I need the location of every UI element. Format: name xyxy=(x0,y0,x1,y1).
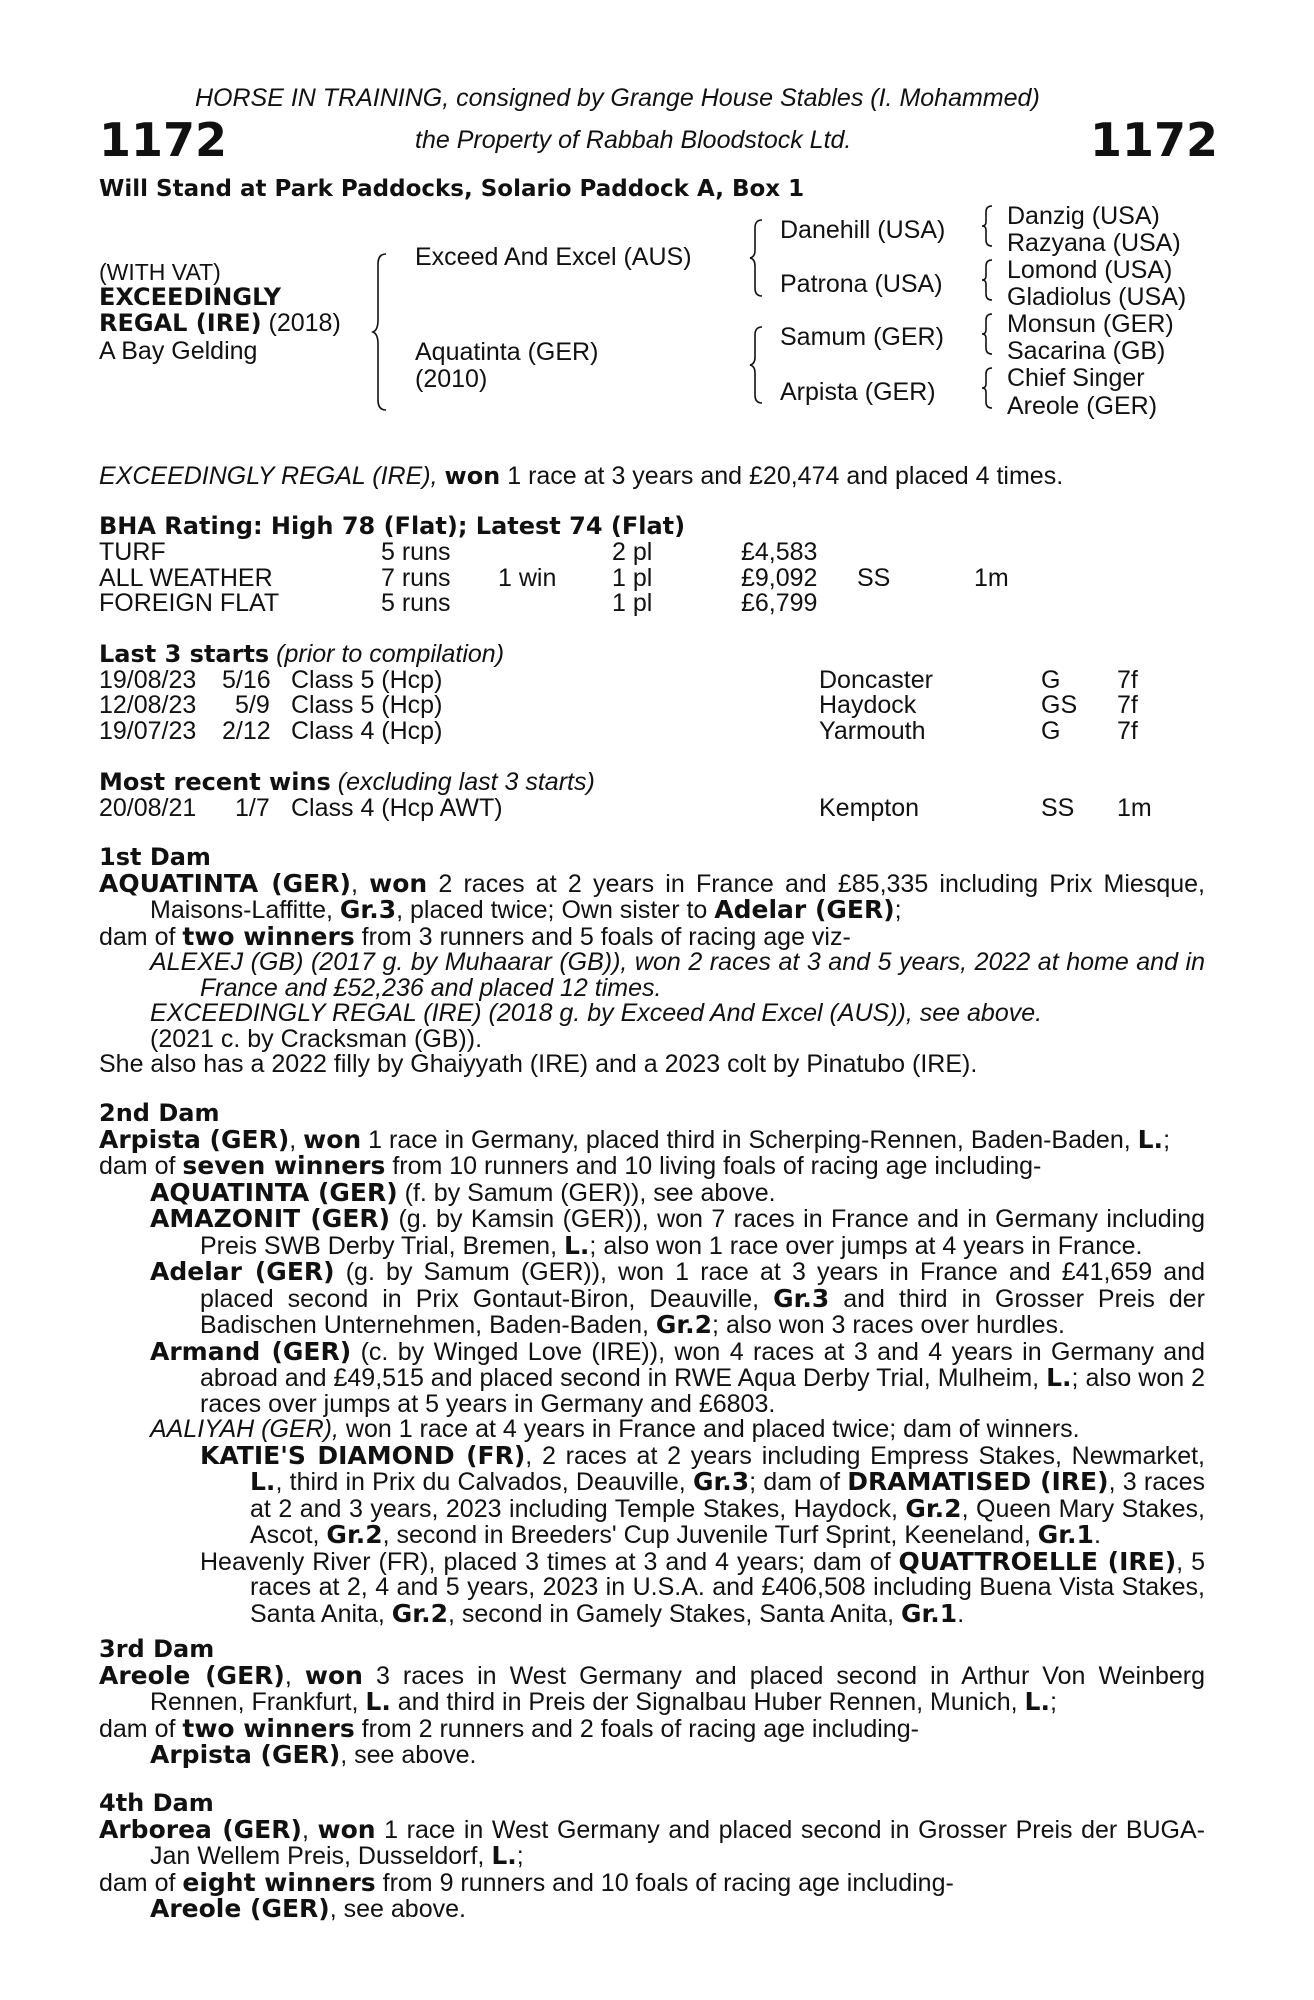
third-dam-listed-1: L. xyxy=(365,1687,391,1716)
aquatinta-name: AQUATINTA (GER) xyxy=(150,1177,398,1207)
first-dam-section xyxy=(99,845,1205,1078)
pedigree-brace-g3-4 xyxy=(980,367,996,409)
summary-name: EXCEEDINGLY REGAL (IRE), xyxy=(99,462,438,490)
adelar-text-1: (g. by Samum (GER)), won 1 race at 3 years in France and £41,659 and placed second in Prix Gontaut-Biron, Deauville, xyxy=(200,1258,1205,1313)
third-dam-listed-2: L. xyxy=(1024,1687,1050,1716)
hr-text-2: , 5 races at 2, 4 and 5 years, 2023 in U.S.A. and £406,508 including Buena Vista Stakes, Santa Anita, xyxy=(250,1547,1206,1628)
third-dam-text-3: ; xyxy=(1049,1688,1057,1716)
pedigree-brace-g3-3 xyxy=(980,313,996,355)
fourth-dam-foal xyxy=(99,1896,1205,1923)
amazonit-text-2: ; also won 1 race over jumps at 4 years in France. xyxy=(589,1231,1143,1260)
third-dam-name: Areole (GER) xyxy=(99,1660,285,1690)
first-dam-produce xyxy=(99,921,1205,951)
pedigree-g3-1: Razyana (USA) xyxy=(1007,229,1181,257)
third-dam-text-1: 3 races in West Germany and placed second in Arthur Von Weinberg Rennen, Frankfurt, xyxy=(150,1661,1205,1716)
third-dam-heading: 3rd Dam xyxy=(99,1635,215,1663)
first-dam-damof: dam of xyxy=(99,922,183,951)
fourth-dam-produce xyxy=(99,1867,1205,1897)
start-going-0: G xyxy=(1041,666,1061,694)
horse-name-line1: EXCEEDINGLY xyxy=(99,283,282,311)
recent-wins-heading xyxy=(99,770,595,796)
start-dist-0: 7f xyxy=(1117,666,1138,694)
aaliyah-foal-katies-diamond xyxy=(99,1440,1206,1549)
fourth-dam-name: Arborea (GER) xyxy=(99,1814,302,1844)
recent-wins-note: (excluding last 3 starts) xyxy=(337,768,595,796)
first-dam-text-2: , placed twice; Own sister to xyxy=(396,896,715,924)
third-dam-winners: two winners xyxy=(182,1713,355,1743)
summary-rest: 1 race at 3 years and £20,474 and placed 4 times. xyxy=(507,462,1064,490)
vat-label: (WITH VAT) xyxy=(99,259,221,285)
fourth-dam-foal-name: Areole (GER) xyxy=(150,1894,330,1923)
rating-surface-2: FOREIGN FLAT xyxy=(99,589,280,617)
aaliyah-foal-heavenly-river xyxy=(99,1546,1206,1628)
third-dam-text-2: and third in Preis der Signalbau Huber Rennen, Munich, xyxy=(390,1688,1025,1716)
third-dam-section xyxy=(99,1637,1205,1769)
pedigree-sire-dam: Patrona (USA) xyxy=(780,270,943,298)
pedigree-g3-5: Sacarina (GB) xyxy=(1007,337,1166,365)
second-dam-text-2: ; xyxy=(1163,1125,1171,1154)
amazonit-text-1: (g. by Kamsin (GER)), won 7 races in France and in Germany including Preis SWB Derby Trial, Bremen, xyxy=(200,1205,1206,1260)
first-dam-foal-2 xyxy=(99,1001,1205,1027)
recent-wins-title: Most recent wins xyxy=(99,768,331,796)
rating-prize-1: £9,092 xyxy=(741,564,818,592)
second-dam-foal-amazonit xyxy=(99,1206,1205,1259)
first-dam-sister: Adelar (GER) xyxy=(714,895,895,924)
armand-text-1: (c. by Winged Love (IRE)), won 4 races at 3 and 4 years in Germany and abroad and £49,515 and placed second in RWE Aqua Derby Trial, Mulheim, xyxy=(200,1337,1205,1392)
kd-text-4: , 3 races at 2 and 3 years, 2023 including Temple Stakes, Haydock, xyxy=(250,1468,1206,1523)
pedigree-g3-2: Lomond (USA) xyxy=(1007,256,1173,284)
second-dam-record: Arpista (GER), won 1 race in Germany, placed third in Scherping-Rennen, Baden-Baden, L.; xyxy=(99,1124,1171,1154)
second-dam-foal-armand xyxy=(99,1336,1205,1418)
rating-surface-0: TURF xyxy=(99,538,166,566)
fourth-dam-section xyxy=(99,1791,1205,1923)
second-dam-foals: from 10 runners and 10 living foals of racing age including- xyxy=(385,1152,1042,1180)
hr-grade-2: Gr.1 xyxy=(901,1598,958,1628)
amazonit-listed: L. xyxy=(563,1230,590,1260)
start-dist-2: 7f xyxy=(1117,717,1138,745)
pedigree-brace-main xyxy=(372,252,392,412)
armand-name: Armand (GER) xyxy=(150,1336,352,1366)
start-dist-1: 7f xyxy=(1117,691,1138,719)
first-dam-record: AQUATINTA (GER), won 2 races at 2 years in France and £85,335 including Prix Miesque, Maisons-Laffitte, Gr.3, placed twice; Own sister to Adelar (GER); xyxy=(99,868,1205,924)
second-dam-section xyxy=(99,1101,1205,1627)
pedigree-brace-sire xyxy=(748,218,768,298)
first-dam-text-3: ; xyxy=(894,896,902,924)
amazonit-name: AMAZONIT (GER) xyxy=(150,1204,391,1233)
win-course-0: Kempton xyxy=(819,794,920,822)
first-dam-won: won xyxy=(369,868,428,898)
pedigree-sire-sire: Danehill (USA) xyxy=(780,216,946,244)
fourth-dam-foals: from 9 runners and 10 foals of racing age including- xyxy=(375,1868,954,1897)
third-dam-foal-name: Arpista (GER) xyxy=(150,1740,341,1769)
kd-text-7: . xyxy=(1093,1521,1101,1549)
horse-name-text: REGAL (IRE) xyxy=(99,309,262,337)
race-summary xyxy=(99,464,1063,490)
adelar-grade-2: Gr.2 xyxy=(655,1310,713,1339)
start-date-0: 19/08/23 xyxy=(99,666,197,694)
win-class-0: Class 4 (Hcp AWT) xyxy=(291,794,503,822)
rating-placed-1: 1 pl xyxy=(612,564,653,592)
second-dam-produce xyxy=(99,1153,1205,1180)
last-starts-note: (prior to compilation) xyxy=(276,640,505,668)
pedigree-dam: Aquatinta (GER) xyxy=(415,338,599,366)
start-date-1: 12/08/23 xyxy=(99,691,197,719)
horse-description: A Bay Gelding xyxy=(99,337,258,365)
rating-distance-1: 1m xyxy=(974,564,1009,592)
first-dam-heading: 1st Dam xyxy=(99,843,211,871)
second-dam-damof: dam of xyxy=(99,1152,183,1180)
pedigree-brace-dam xyxy=(748,325,768,405)
start-class-0: Class 5 (Hcp) xyxy=(291,666,443,694)
third-dam-foals: from 2 runners and 2 foals of racing age including- xyxy=(354,1714,919,1743)
first-dam-text-1: 2 races at 2 years in France and £85,335 including Prix Miesque, Maisons-Laffitte, xyxy=(150,869,1205,924)
last-starts-title: Last 3 starts xyxy=(99,640,270,668)
hr-text-4: . xyxy=(957,1599,965,1628)
aaliyah-name: AALIYAH (GER), xyxy=(150,1415,339,1443)
start-course-0: Doncaster xyxy=(819,666,933,694)
kd-grade-1: Gr.3 xyxy=(692,1467,750,1496)
fourth-dam-winners: eight winners xyxy=(182,1867,376,1897)
adelar-text-3: ; also won 3 races over hurdles. xyxy=(712,1311,1066,1339)
quattroelle-name: QUATTROELLE (IRE) xyxy=(898,1546,1177,1576)
kd-text-1: , 2 races at 2 years including Empress Stakes, Newmarket, xyxy=(525,1441,1206,1470)
fourth-dam-text-2: ; xyxy=(516,1842,524,1870)
start-class-1: Class 5 (Hcp) xyxy=(291,691,443,719)
horse-year: (2018) xyxy=(268,309,341,337)
aaliyah-text: won 1 race at 4 years in France and placed twice; dam of winners. xyxy=(338,1415,1080,1443)
last-starts-heading xyxy=(99,642,504,668)
kd-grade-3: Gr.2 xyxy=(326,1520,383,1549)
pedigree-g3-3: Gladiolus (USA) xyxy=(1007,283,1187,311)
second-dam-text-1: 1 race in Germany, placed third in Scherping-Rennen, Baden-Baden, xyxy=(361,1125,1138,1154)
rating-placed-2: 1 pl xyxy=(612,589,653,617)
rating-placed-0: 2 pl xyxy=(612,538,653,566)
win-date-0: 20/08/21 xyxy=(99,794,197,822)
dramatised-name: DRAMATISED (IRE) xyxy=(847,1467,1109,1496)
second-dam-listed: L. xyxy=(1137,1124,1164,1154)
fourth-dam-won: won xyxy=(317,1814,376,1844)
start-pos-0: 5/16 xyxy=(222,666,271,694)
adelar-grade-1: Gr.3 xyxy=(773,1283,830,1313)
win-dist-0: 1m xyxy=(1117,794,1152,822)
start-pos-1: 5/9 xyxy=(235,691,270,719)
consignor-line: HORSE IN TRAINING, consigned by Grange House Stables (I. Mohammed) xyxy=(195,84,1040,112)
win-going-0: SS xyxy=(1041,794,1075,822)
second-dam-foal-adelar xyxy=(99,1259,1205,1339)
stabling-line: Will Stand at Park Paddocks, Solario Paddock A, Box 1 xyxy=(99,176,805,202)
third-dam-foal-text: , see above. xyxy=(340,1741,477,1769)
first-dam-foals: from 3 runners and 5 foals of racing age viz- xyxy=(354,922,851,951)
lot-number-left: 1172 xyxy=(99,113,228,167)
third-dam-damof: dam of xyxy=(99,1714,183,1743)
fourth-dam-record: Arborea (GER), won 1 race in West Germany and placed second in Grosser Preis der BUGA-Jan Wellem Preis, Dusseldorf, L.; xyxy=(99,1814,1205,1870)
first-dam-foal-2-text: EXCEEDINGLY REGAL (IRE) (2018 g. by Exceed And Excel (AUS)), see above. xyxy=(150,999,1043,1027)
property-line: the Property of Rabbah Bloodstock Ltd. xyxy=(415,126,852,154)
start-pos-2: 2/12 xyxy=(222,717,271,745)
adelar-text-2: and third in Grosser Preis der Badischen Unternehmen, Baden-Baden, xyxy=(200,1284,1205,1339)
hr-text-1: Heavenly River (FR), placed 3 times at 3 and 4 years; dam of xyxy=(200,1547,899,1576)
aquatinta-text: (f. by Samum (GER)), see above. xyxy=(397,1178,776,1207)
katies-diamond-name: KATIE'S DIAMOND (FR) xyxy=(200,1440,526,1470)
pedigree-dam-year: (2010) xyxy=(415,365,488,393)
rating-runs-0: 5 runs xyxy=(381,538,451,566)
win-pos-0: 1/7 xyxy=(235,794,270,822)
first-dam-name: AQUATINTA (GER) xyxy=(99,868,351,898)
hr-grade-1: Gr.2 xyxy=(391,1598,448,1628)
pedigree-dam-dam: Arpista (GER) xyxy=(780,378,936,406)
pedigree-g3-7: Areole (GER) xyxy=(1007,392,1158,420)
second-dam-foal-aquatinta xyxy=(99,1177,1205,1207)
pedigree-brace-g3-1 xyxy=(980,205,996,247)
fourth-dam-foal-text: , see above. xyxy=(329,1895,466,1923)
start-class-2: Class 4 (Hcp) xyxy=(291,717,443,745)
fourth-dam-text-1: 1 race in West Germany and placed second in Grosser Preis der BUGA-Jan Wellem Preis, Dusseldorf, xyxy=(150,1815,1205,1870)
second-dam-foal-aaliyah xyxy=(99,1417,1205,1443)
pedigree-dam-sire: Samum (GER) xyxy=(780,323,944,351)
pedigree-sire: Exceed And Excel (AUS) xyxy=(415,243,692,271)
second-dam-heading: 2nd Dam xyxy=(99,1099,220,1127)
lot-number-right: 1172 xyxy=(1090,113,1219,167)
third-dam-record: Areole (GER), won 3 races in West Germany and placed second in Arthur Von Weinberg Rennen, Frankfurt, L. and third in Preis der Signalbau Huber Rennen, Munich, L.; xyxy=(99,1660,1205,1716)
pedigree-g3-0: Danzig (USA) xyxy=(1007,202,1160,230)
start-date-2: 19/07/23 xyxy=(99,717,197,745)
second-dam-name: Arpista (GER) xyxy=(99,1124,290,1154)
kd-listed: L. xyxy=(250,1467,276,1496)
rating-prize-0: £4,583 xyxy=(741,538,818,566)
rating-wins-1: 1 win xyxy=(498,564,557,592)
first-dam-winners: two winners xyxy=(182,921,355,951)
rating-runs-2: 5 runs xyxy=(381,589,451,617)
rating-prize-2: £6,799 xyxy=(741,589,818,617)
first-dam-foal-1-text: ALEXEJ (GB) (2017 g. by Muhaarar (GB)), won 2 races at 3 and 5 years, 2022 at home and in France and £52,236 and placed 12 times. xyxy=(150,948,1205,1002)
third-dam-won: won xyxy=(304,1660,363,1690)
third-dam-foal xyxy=(99,1742,1205,1769)
second-dam-winners: seven winners xyxy=(182,1151,386,1180)
hr-text-3: , second in Gamely Stakes, Santa Anita, xyxy=(447,1599,901,1628)
kd-grade-4: Gr.1 xyxy=(1037,1520,1094,1549)
first-dam-foal-3: (2021 c. by Cracksman (GB)). xyxy=(150,1024,483,1053)
armand-text-2: ; also won 2 races over jumps at 5 years in Germany and £6803. xyxy=(200,1364,1205,1418)
rating-runs-1: 7 runs xyxy=(381,564,451,592)
rating-going-1: SS xyxy=(857,564,891,592)
kd-text-2: , third in Prix du Calvados, Deauville, xyxy=(275,1468,693,1496)
start-course-1: Haydock xyxy=(819,691,917,719)
adelar-name: Adelar (GER) xyxy=(150,1257,335,1286)
start-course-2: Yarmouth xyxy=(819,717,926,745)
pedigree-g3-6: Chief Singer xyxy=(1007,364,1145,392)
pedigree-brace-g3-2 xyxy=(980,259,996,301)
first-dam-also: She also has a 2022 filly by Ghaiyyath (IRE) and a 2023 colt by Pinatubo (IRE). xyxy=(99,1050,978,1078)
summary-won: won xyxy=(444,462,501,490)
kd-text-3: ; dam of xyxy=(749,1468,848,1496)
kd-text-5: , Queen Mary Stakes, Ascot, xyxy=(250,1494,1205,1549)
horse-name-line2 xyxy=(99,311,341,337)
start-going-2: G xyxy=(1041,717,1061,745)
third-dam-produce xyxy=(99,1713,1205,1743)
pedigree-g3-4: Monsun (GER) xyxy=(1007,310,1174,338)
first-dam-foal-1 xyxy=(99,950,1205,1001)
second-dam-won: won xyxy=(303,1124,362,1154)
start-going-1: GS xyxy=(1041,691,1078,719)
first-dam-grade: Gr.3 xyxy=(339,895,397,924)
kd-grade-2: Gr.2 xyxy=(905,1493,962,1523)
rating-surface-1: ALL WEATHER xyxy=(99,564,273,592)
fourth-dam-damof: dam of xyxy=(99,1868,183,1897)
bha-rating-heading: BHA Rating: High 78 (Flat); Latest 74 (Flat) xyxy=(99,512,686,540)
fourth-dam-heading: 4th Dam xyxy=(99,1789,214,1817)
fourth-dam-listed: L. xyxy=(491,1841,517,1870)
armand-listed: L. xyxy=(1046,1363,1072,1392)
kd-text-6: , second in Breeders' Cup Juvenile Turf Sprint, Keeneland, xyxy=(382,1521,1038,1549)
